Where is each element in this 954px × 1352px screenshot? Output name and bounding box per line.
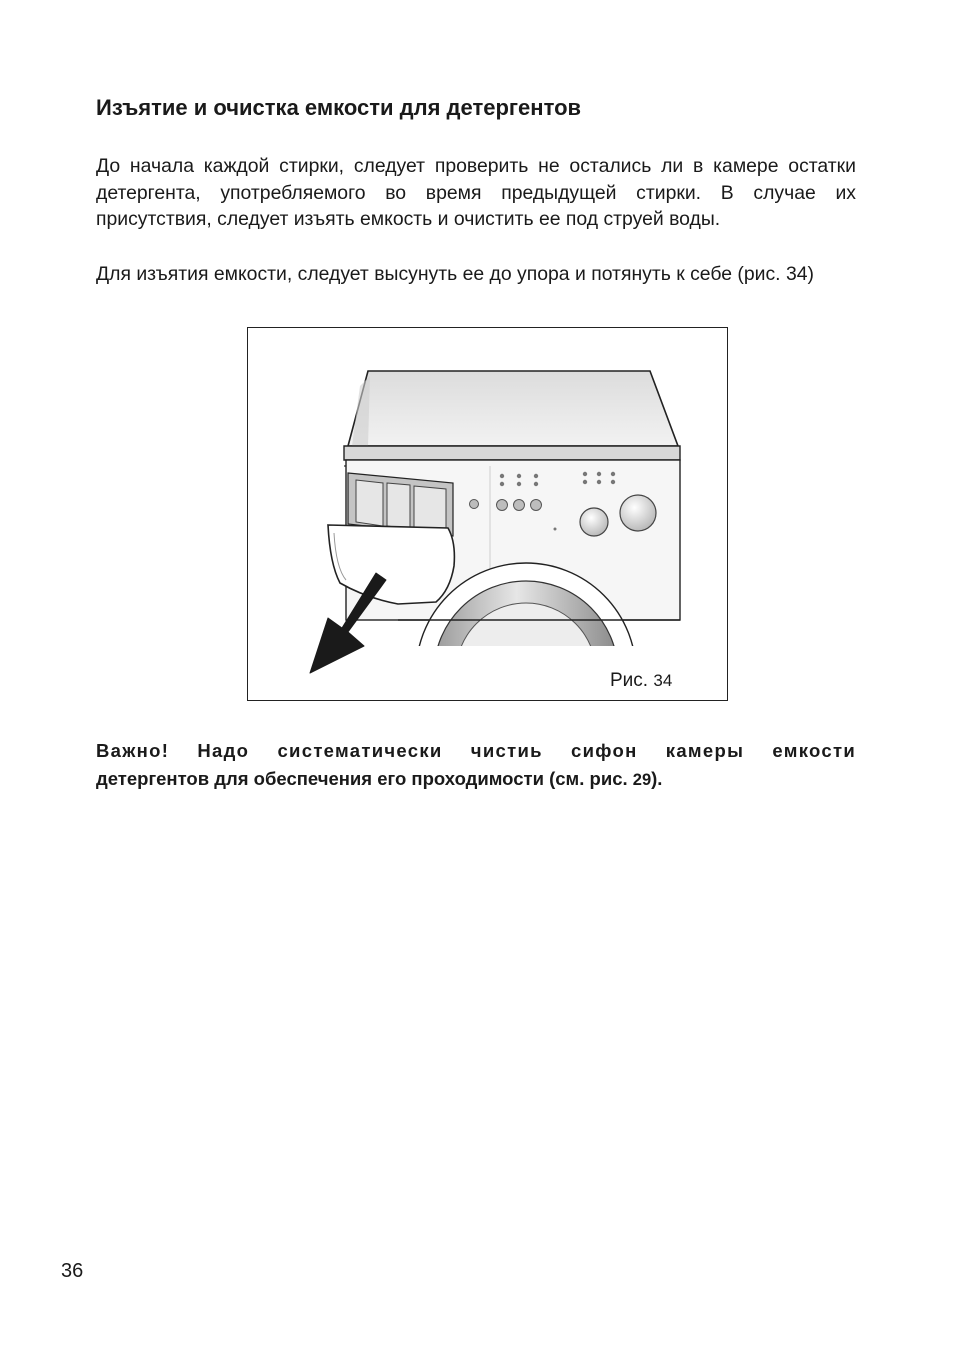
important-note-line-1: Важно! Надо систематически чистиь сифон камеры емкости [96,740,856,761]
figure-caption-label: Рис. [610,670,649,691]
washing-machine-illustration [248,328,729,702]
figure-caption [610,670,672,692]
important-note [96,737,856,794]
important-note-line-2: детергентов для обеспечения его проходимости (см. рис. [96,768,628,789]
important-note-line-2-end: ). [651,768,663,789]
figure-34 [247,327,728,701]
section-heading: Изъятие и очистка емкости для детергентов [96,95,582,120]
figure-caption-number: 34 [653,671,673,690]
small-indicator [554,528,557,531]
important-note-figure-ref: 29 [632,771,652,789]
paragraph-check-residue: До начала каждой стирки, следует проверить не остались ли в камере остатки детергента, употребляемого во время предыдущей стирки. В случае их присутствия, следует изъять емкость и очистить ее под струей воды. [96,155,856,231]
paragraph-remove-drawer: Для изъятия емкости, следует высунуть ее до упора и потянуть к себе (рис. 34) [96,263,814,285]
page-number: 36 [61,1260,84,1282]
machine-lid [344,371,680,466]
